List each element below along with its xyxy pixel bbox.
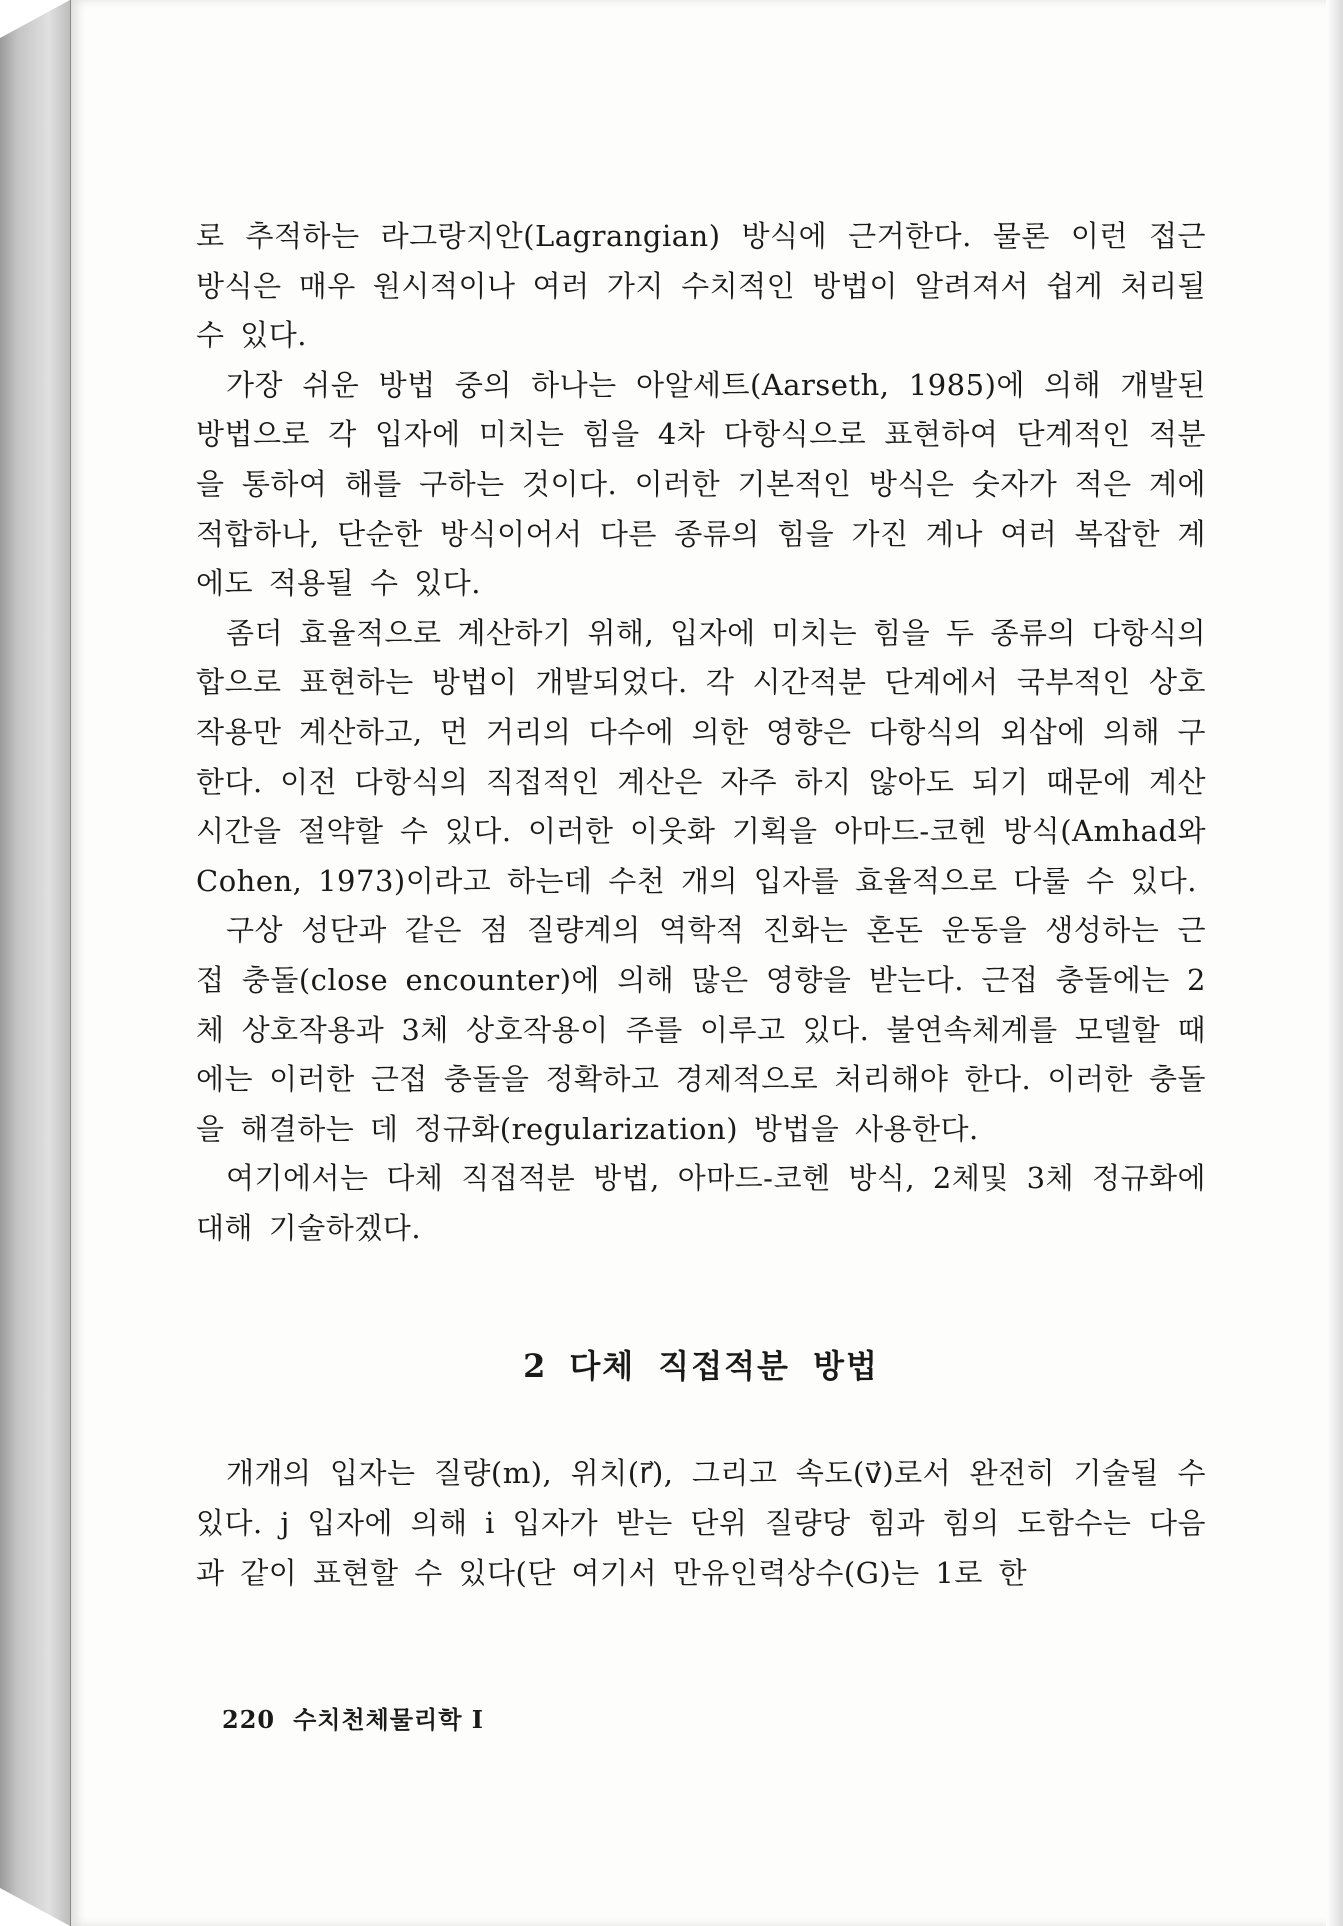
- page-right-edge: [1326, 0, 1343, 1926]
- page-content: [196, 212, 1206, 1598]
- paragraph-lagrangian: 로 추적하는 라그랑지안(Lagrangian) 방식에 근거한다. 물론 이런 접근 방식은 매우 원시적이나 여러 가지 수치적인 방법이 알려져서 쉽게 처리될 수 있다.: [196, 219, 1206, 353]
- section-body: [196, 1449, 1206, 1598]
- book-title: 수치천체물리학 I: [293, 1705, 484, 1734]
- paragraph-close-encounter: 구상 성단과 같은 점 질량계의 역학적 진화는 혼돈 운동을 생성하는 근접 충돌(close encounter)에 의해 많은 영향을 받는다. 근접 충돌에는 2체 상호작용과 3체 상호작용이 주를 이루고 있다. 불연속체계를 모델할 때에는 이러한 근접 충돌을 정확하고 경제적으로 처리해야 한다. 이러한 충돌을 해결하는 데 정규화(regularization) 방법을 사용한다.: [196, 913, 1206, 1146]
- section-title: 다체 직접적분 방법: [569, 1347, 879, 1386]
- section-heading: [196, 1341, 1206, 1397]
- paragraph-overview: 여기에서는 다체 직접적분 방법, 아마드-코헨 방식, 2체및 3체 정규화에 대해 기술하겠다.: [196, 1161, 1206, 1245]
- section-number: 2: [523, 1347, 548, 1386]
- paragraph-aarseth: 가장 쉬운 방법 중의 하나는 아알세트(Aarseth, 1985)에 의해 개발된 방법으로 각 입자에 미치는 힘을 4차 다항식으로 표현하여 단계적인 적분을 통하여 해를 구하는 것이다. 이러한 기본적인 방식은 숫자가 적은 계에 적합하나, 단순한 방식이어서 다른 종류의 힘을 가진 계나 여러 복잡한 계에도 적용될 수 있다.: [196, 367, 1206, 601]
- page-number: 220: [222, 1705, 276, 1734]
- paragraph-ahmad-cohen: 좀더 효율적으로 계산하기 위해, 입자에 미치는 힘을 두 종류의 다항식의 합으로 표현하는 방법이 개발되었다. 각 시간적분 단계에서 국부적인 상호작용만 계산하고, 먼 거리의 다수에 의한 영향은 다항식의 외삽에 의해 구한다. 이전 다항식의 직접적인 계산은 자주 하지 않아도 되기 때문에 계산 시간을 절약할 수 있다. 이러한 이웃화 기획을 아마드-코헨 방식(Amhad와 Cohen, 1973)이라고 하는데 수천 개의 입자를 효율적으로 다룰 수 있다.: [196, 615, 1206, 898]
- book-spine-edge: [0, 0, 70, 1926]
- paragraph-particle-description: 개개의 입자는 질량(m), 위치(r⃗), 그리고 속도(v⃗)로서 완전히 기술될 수 있다. j 입자에 의해 i 입자가 받는 단위 질량당 힘과 힘의 도함수는 다음과 같이 표현할 수 있다(단 여기서 만유인력상수(G)는 1로 한: [196, 1456, 1206, 1590]
- page-footer: [222, 1700, 484, 1735]
